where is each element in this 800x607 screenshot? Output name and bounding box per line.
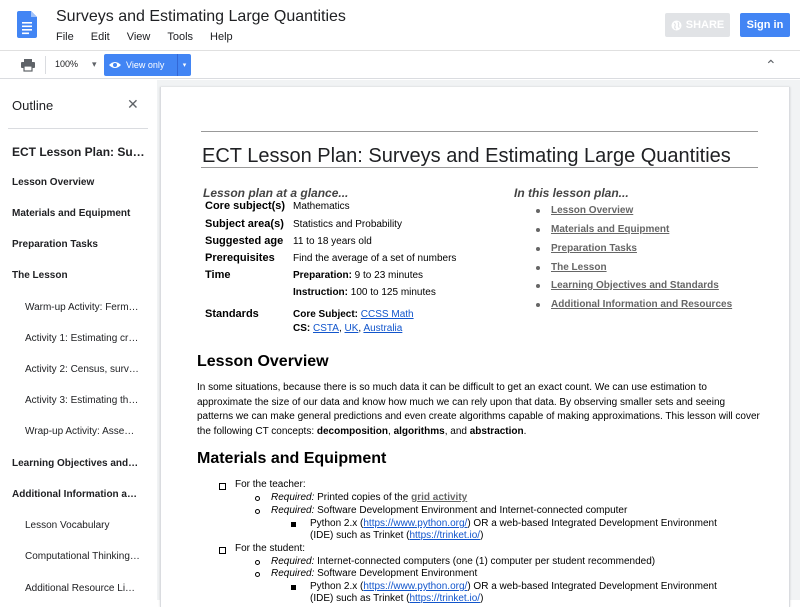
list-bullet — [291, 522, 296, 527]
view-mode-button[interactable] — [104, 54, 191, 76]
globe-icon — [671, 20, 682, 31]
outline-item[interactable]: Materials and Equipment — [12, 208, 131, 219]
toc-link-preparation[interactable]: Preparation Tasks — [551, 243, 637, 254]
zoom-value: 100% — [55, 59, 79, 69]
list-bullet — [255, 509, 260, 514]
suggested-age-label: Suggested age — [205, 235, 284, 247]
google-docs-icon[interactable] — [17, 11, 37, 38]
outline-item[interactable]: Warm-up Activity: Ferm… — [25, 302, 139, 313]
outline-item[interactable]: Computational Thinking… — [25, 551, 140, 562]
uk-link[interactable]: UK — [344, 323, 359, 334]
list-bullet — [255, 560, 260, 565]
student-item: For the student: — [235, 543, 306, 554]
outline-item[interactable]: Activity 3: Estimating th… — [25, 395, 139, 406]
glance-heading: Lesson plan at a glance... — [203, 186, 349, 200]
prerequisites-value: Find the average of a set of numbers — [293, 253, 457, 264]
title-rule-bottom — [201, 167, 758, 168]
toc-link-objectives[interactable]: Learning Objectives and Standards — [551, 280, 719, 291]
python-link[interactable]: https://www.python.org/ — [363, 581, 468, 592]
list-bullet — [291, 585, 296, 590]
toc-link-materials[interactable]: Materials and Equipment — [551, 224, 670, 235]
python-item-student: Python 2.x (https://www.python.org/) OR a web-based Integrated Development Environment — [310, 581, 717, 592]
menu-tools[interactable]: Tools — [167, 31, 194, 43]
list-bullet — [219, 547, 226, 554]
trinket-link[interactable]: https://trinket.io/ — [409, 530, 481, 541]
outline-divider — [8, 128, 148, 129]
suggested-age-value: 11 to 18 years old — [293, 236, 372, 247]
outline-item[interactable]: Preparation Tasks — [12, 239, 98, 250]
menu-edit[interactable]: Edit — [90, 31, 110, 43]
collapse-toolbar-icon[interactable]: ⌃ — [765, 57, 777, 73]
toc-bullet — [536, 284, 540, 288]
outline-item[interactable]: The Lesson — [12, 270, 68, 281]
outline-item[interactable]: Wrap-up Activity: Asse… — [25, 426, 135, 437]
teacher-required-1: Required: Printed copies of the grid activity — [271, 492, 468, 503]
standards-label: Standards — [205, 308, 259, 320]
outline-title: Outline — [12, 98, 54, 113]
toc-bullet — [536, 303, 540, 307]
subject-area-value: Statistics and Probability — [293, 219, 402, 230]
menu-file[interactable]: File — [56, 31, 74, 43]
menu-bar — [56, 31, 250, 43]
outline-item[interactable]: Activity 2: Census, surv… — [25, 364, 139, 375]
outline-item[interactable]: ECT Lesson Plan: Su… — [12, 145, 145, 159]
chevron-down-icon: ▾ — [92, 59, 97, 69]
grid-activity-link[interactable]: grid activity — [411, 492, 468, 503]
title-rule-top — [201, 131, 758, 132]
toolbar-divider — [45, 56, 46, 74]
toc-link-additional[interactable]: Additional Information and Resources — [551, 299, 733, 310]
inplan-heading: In this lesson plan... — [514, 186, 629, 200]
list-bullet — [219, 483, 226, 490]
outline-item[interactable]: Lesson Overview — [12, 177, 95, 188]
outline-item[interactable]: Learning Objectives and… — [12, 458, 139, 469]
python-item: Python 2.x (https://www.python.org/) OR a web-based Integrated Development Environment — [310, 518, 717, 529]
view-mode-label: View only — [126, 60, 165, 70]
teacher-item: For the teacher: — [235, 479, 306, 490]
doc-title: ECT Lesson Plan: Surveys and Estimating Large Quantities — [202, 145, 731, 167]
share-button[interactable] — [665, 13, 730, 37]
toc-bullet — [536, 228, 540, 232]
sign-in-button[interactable]: Sign in — [740, 13, 790, 37]
toc-link-lesson[interactable]: The Lesson — [551, 262, 607, 273]
time-label: Time — [205, 269, 231, 281]
close-icon[interactable]: ✕ — [127, 96, 139, 112]
outline-item[interactable]: Activity 1: Estimating cr… — [25, 333, 139, 344]
ide-item-student: (IDE) such as Trinket (https://trinket.io/) — [310, 593, 484, 604]
outline-item[interactable]: Additional Information a… — [12, 489, 137, 500]
prerequisites-label: Prerequisites — [205, 252, 275, 264]
app-header — [0, 0, 800, 50]
toc-bullet — [536, 266, 540, 270]
menu-view[interactable]: View — [126, 31, 151, 43]
list-bullet — [255, 496, 260, 501]
toc-bullet — [536, 247, 540, 251]
print-icon[interactable] — [20, 57, 36, 73]
ide-item: (IDE) such as Trinket (https://trinket.io/) — [310, 530, 484, 541]
student-required-2: Required: Software Development Environment — [271, 568, 478, 579]
document-page — [160, 87, 790, 607]
trinket-link[interactable]: https://trinket.io/ — [409, 593, 481, 604]
toc-bullet — [536, 209, 540, 213]
toc-link-overview[interactable]: Lesson Overview — [551, 205, 634, 216]
teacher-required-2: Required: Software Development Environment and Internet-connected computer — [271, 505, 628, 516]
csta-link[interactable]: CSTA — [313, 323, 339, 334]
instruction-time: Instruction: 100 to 125 minutes — [293, 287, 436, 298]
list-bullet — [255, 572, 260, 577]
overview-heading: Lesson Overview — [197, 353, 329, 370]
materials-heading: Materials and Equipment — [197, 450, 387, 467]
student-required-1: Required: Internet-connected computers (one (1) computer per student recommended) — [271, 556, 656, 567]
document-canvas — [157, 80, 800, 604]
subject-area-label: Subject area(s) — [205, 218, 284, 230]
outline-item[interactable]: Additional Resource Li… — [25, 583, 136, 594]
preparation-time: Preparation: 9 to 23 minutes — [293, 270, 424, 281]
eye-icon — [109, 61, 121, 69]
core-subject-value: Mathematics — [293, 201, 350, 212]
python-link[interactable]: https://www.python.org/ — [363, 518, 468, 529]
core-subject-label: Core subject(s) — [205, 200, 286, 212]
share-label: SHARE — [685, 19, 725, 31]
menu-help[interactable]: Help — [210, 31, 233, 43]
ccss-math-link[interactable]: CCSS Math — [360, 309, 414, 320]
chevron-down-icon[interactable]: ▾ — [177, 54, 191, 76]
core-standard: Core Subject: CCSS Math — [293, 309, 414, 320]
australia-link[interactable]: Australia — [363, 323, 403, 334]
overview-paragraph: In some situations, because there is so much data it can be difficult to get an exact count. We can use estimation to approximate the size of our data and know how much we can rely upon that data. By observing smaller sets and seeing patterns we can make general predictions and even create algorithms capable of making approximations. This lesson will cover the following CT concepts: decomposition, algorithms, and abstraction. — [197, 382, 760, 437]
zoom-select[interactable] — [55, 59, 97, 70]
document-title: Surveys and Estimating Large Quantities — [56, 8, 346, 25]
outline-sidebar — [0, 80, 157, 600]
outline-item[interactable]: Lesson Vocabulary — [25, 520, 110, 531]
toolbar — [0, 50, 800, 79]
cs-standards: CS: CSTA, UK, Australia — [293, 323, 403, 334]
